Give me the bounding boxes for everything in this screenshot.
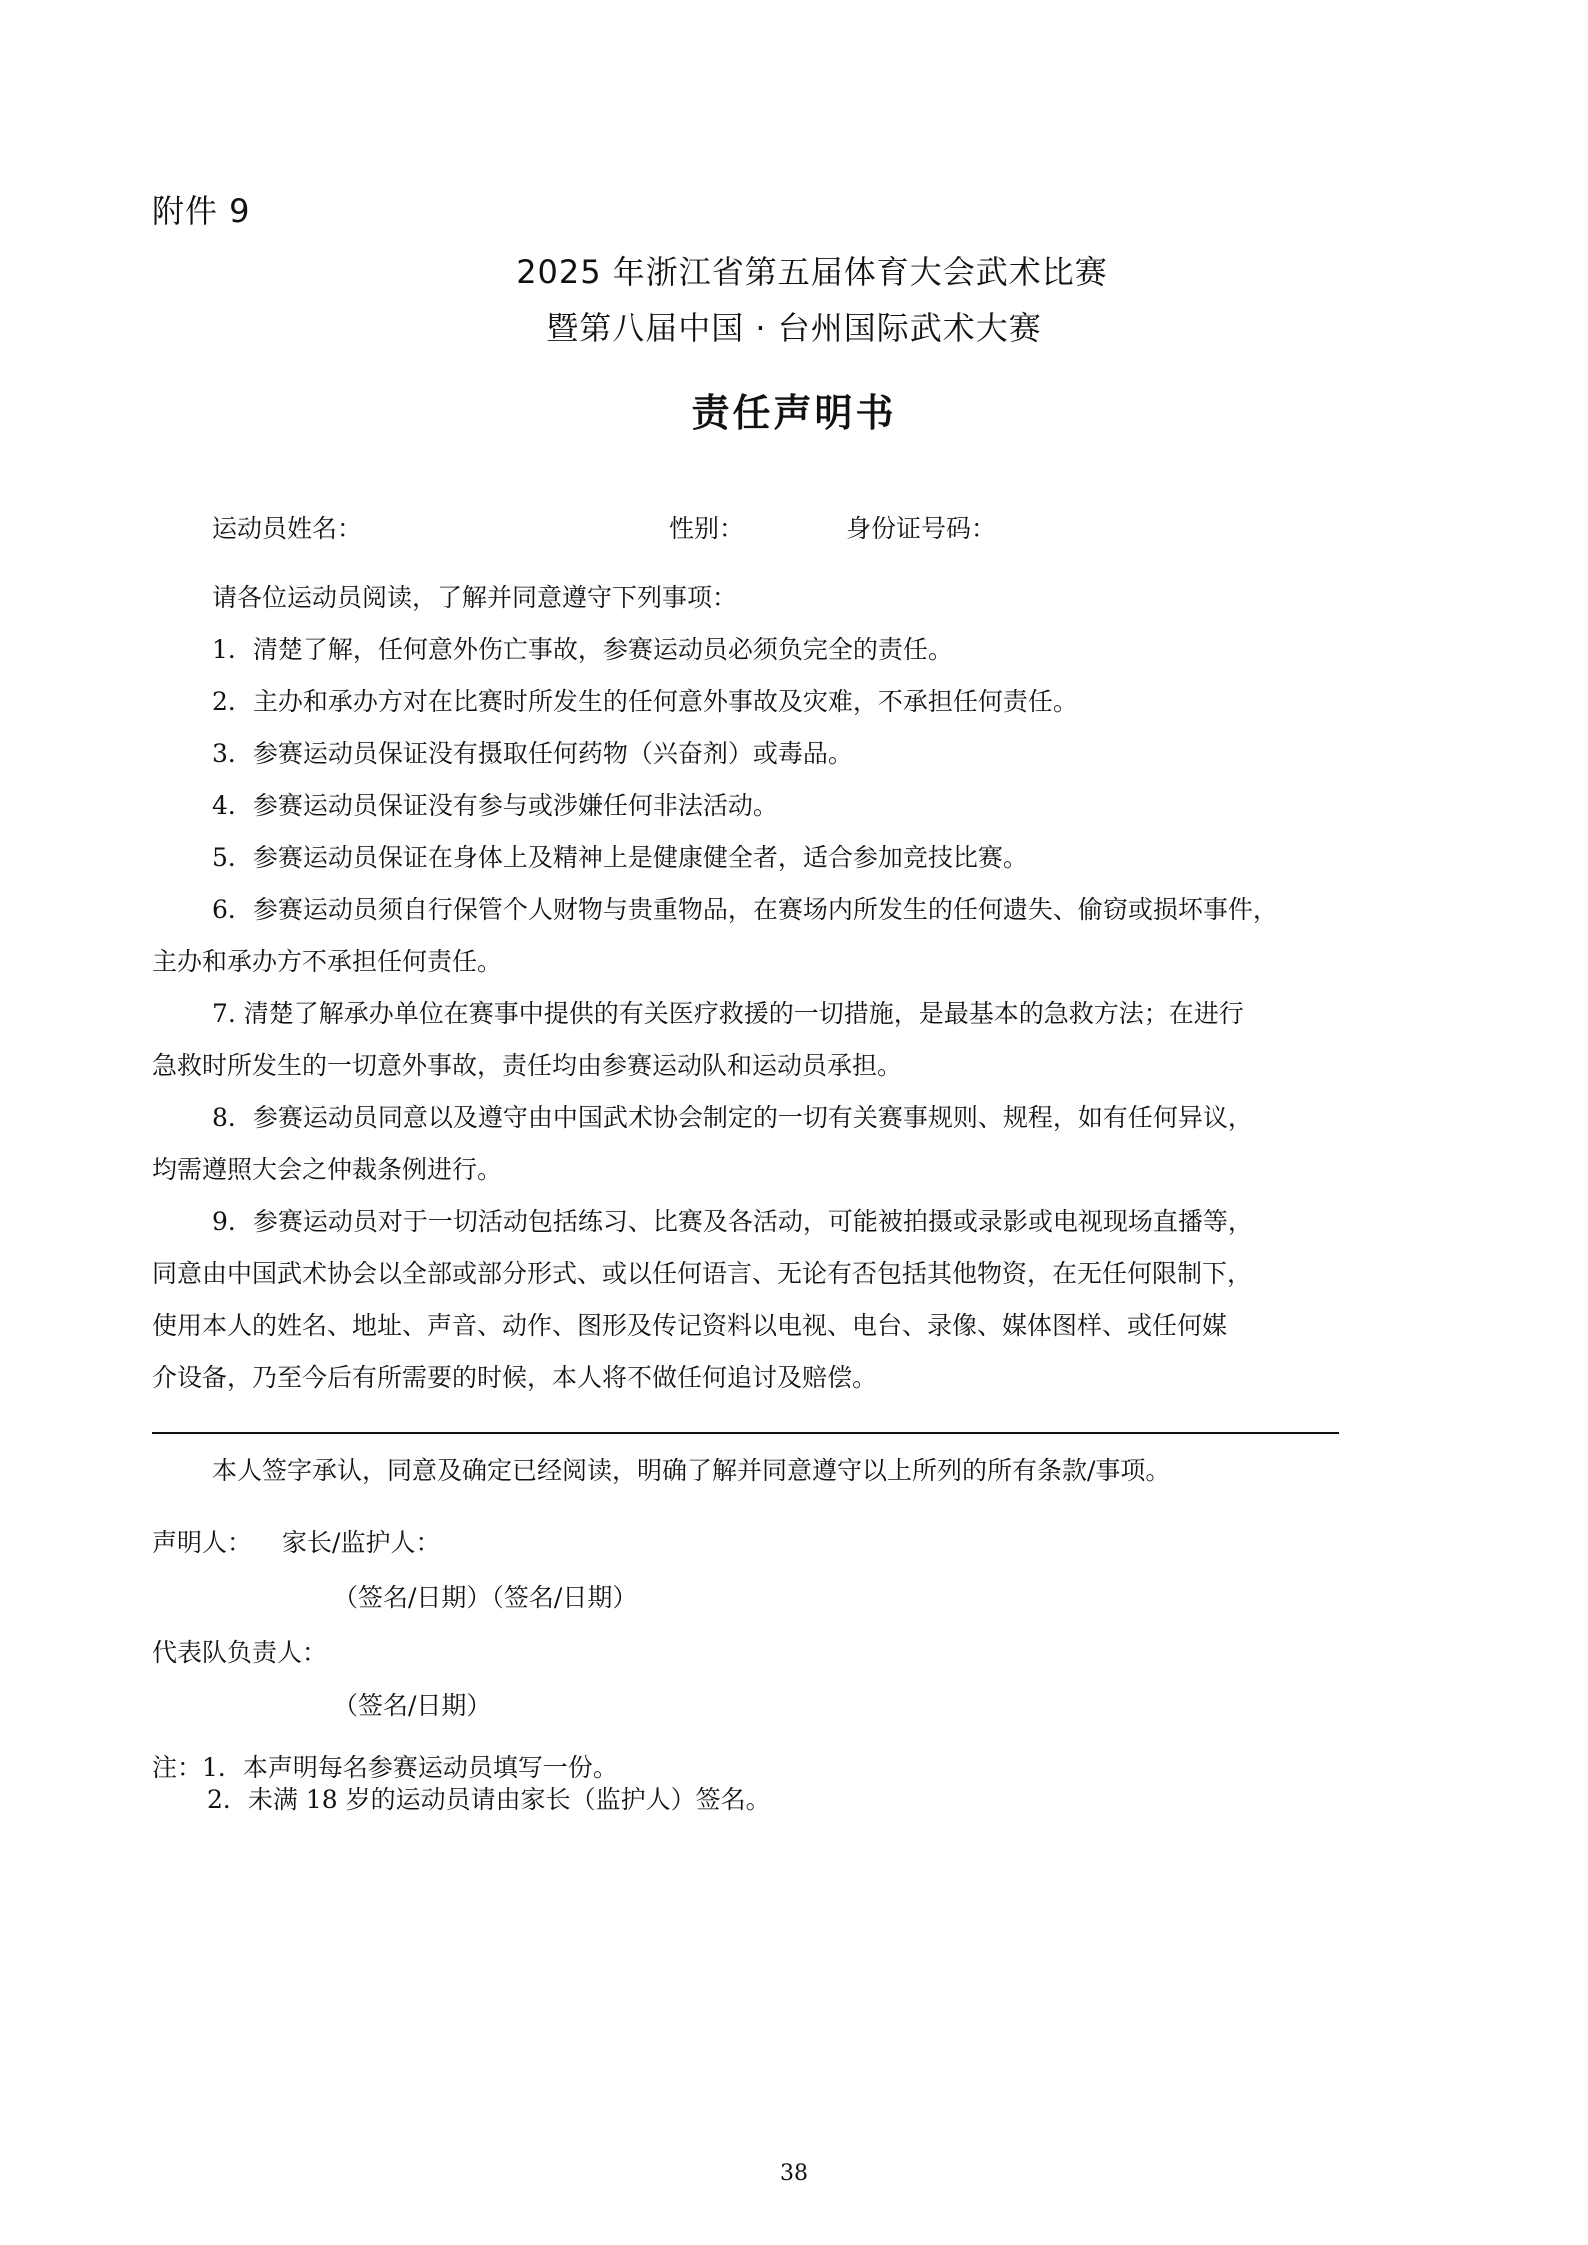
note-1: 注：1．本声明每名参赛运动员填写一份。 bbox=[152, 1753, 618, 1782]
term-line: 3．参赛运动员保证没有摄取任何药物（兴奋剂）或毒品。 bbox=[212, 739, 853, 768]
attachment-label: 附件 9 bbox=[152, 192, 251, 230]
declarant-label: 声明人： bbox=[152, 1528, 253, 1557]
term-item-5 bbox=[152, 832, 1452, 884]
term-line: 5．参赛运动员保证在身体上及精神上是健康健全者，适合参加竞技比赛。 bbox=[212, 843, 1028, 872]
declarant-row bbox=[152, 1523, 440, 1559]
term-line: 9．参赛运动员对于一切活动包括练习、比赛及各活动，可能被拍摄或录影或电视现场直播等， bbox=[212, 1207, 1253, 1236]
term-item-7 bbox=[152, 988, 1452, 1092]
term-line: 4．参赛运动员保证没有参与或涉嫌任何非法活动。 bbox=[212, 791, 778, 820]
term-item-3 bbox=[152, 728, 1452, 780]
gender-label: 性别： bbox=[669, 514, 745, 543]
event-title-line-2: 暨第八届中国 · 台州国际武术大赛 bbox=[546, 309, 1042, 347]
term-item-9 bbox=[152, 1196, 1452, 1404]
term-line: 使用本人的姓名、地址、声音、动作、图形及传记资料以电视、电台、录像、媒体图样、或任何媒 bbox=[152, 1311, 1228, 1340]
term-line: 介设备，乃至今后有所需要的时候，本人将不做任何追讨及赔偿。 bbox=[152, 1363, 878, 1392]
athlete-name-label: 运动员姓名： bbox=[212, 514, 363, 543]
term-line: 6．参赛运动员须自行保管个人财物与贵重物品，在赛场内所发生的任何遗失、偷窃或损坏事件， bbox=[212, 895, 1278, 924]
document-title: 责任声明书 bbox=[691, 391, 897, 435]
term-line: 1．清楚了解，任何意外伤亡事故，参赛运动员必须负完全的责任。 bbox=[212, 635, 953, 664]
terms-intro: 请各位运动员阅读，了解并同意遵守下列事项： bbox=[212, 583, 738, 612]
notes-block bbox=[152, 1752, 771, 1816]
note-2: 2．未满 18 岁的运动员请由家长（监护人）签名。 bbox=[207, 1785, 771, 1814]
term-line: 均需遵照大会之仲裁条例进行。 bbox=[152, 1155, 503, 1184]
guardian-label: 家长/监护人： bbox=[282, 1528, 441, 1557]
athlete-info-row bbox=[212, 509, 1412, 549]
section-divider bbox=[152, 1432, 1339, 1434]
term-line: 主办和承办方不承担任何责任。 bbox=[152, 947, 503, 976]
term-line: 同意由中国武术协会以全部或部分形式、或以任何语言、无论有否包括其他物资，在无任何限制下， bbox=[152, 1259, 1253, 1288]
term-line: 急救时所发生的一切意外事故，责任均由参赛运动队和运动员承担。 bbox=[152, 1051, 903, 1080]
terms-block bbox=[152, 572, 1452, 1404]
term-line: 7. 清楚了解承办单位在赛事中提供的有关医疗救援的一切措施，是最基本的急救方法；在进行 bbox=[212, 999, 1244, 1028]
acknowledgement-text: 本人签字承认，同意及确定已经阅读，明确了解并同意遵守以上所列的所有条款/事项。 bbox=[212, 1456, 1171, 1485]
term-line: 8．参赛运动员同意以及遵守由中国武术协会制定的一切有关赛事规则、规程，如有任何异议， bbox=[212, 1103, 1253, 1132]
term-item-6 bbox=[152, 884, 1452, 988]
signature-date-pair: （签名/日期）（签名/日期） bbox=[333, 1583, 638, 1612]
id-number-label: 身份证号码： bbox=[846, 514, 997, 543]
event-title-line-1: 2025 年浙江省第五届体育大会武术比赛 bbox=[516, 253, 1108, 291]
term-item-8 bbox=[152, 1092, 1452, 1196]
term-item-4 bbox=[152, 780, 1452, 832]
term-item-1 bbox=[152, 624, 1452, 676]
term-item-2 bbox=[152, 676, 1452, 728]
team-rep-label: 代表队负责人： bbox=[152, 1638, 328, 1667]
term-line: 2．主办和承办方对在比赛时所发生的任何意外事故及灾难，不承担任何责任。 bbox=[212, 687, 1078, 716]
signature-date-single: （签名/日期） bbox=[333, 1691, 492, 1720]
page-number: 38 bbox=[780, 2161, 808, 2186]
